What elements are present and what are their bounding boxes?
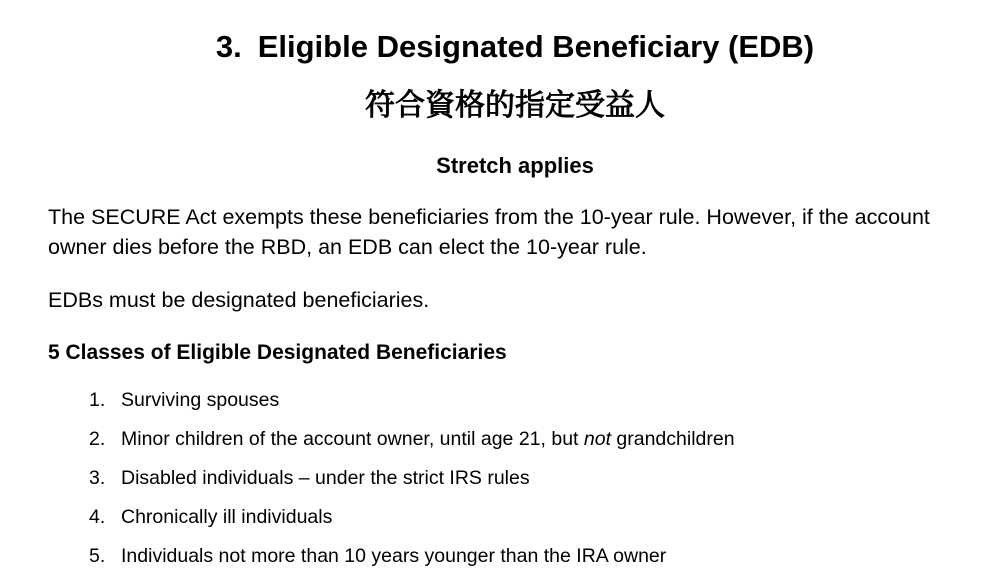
classes-heading: 5 Classes of Eligible Designated Beneficiaries <box>48 341 507 364</box>
list-item <box>89 503 735 542</box>
classes-list <box>89 386 735 581</box>
list-item-number: 3. <box>89 467 106 489</box>
list-item-text: Individuals not more than 10 years younger than the IRA owner <box>121 545 667 567</box>
list-item-number: 1. <box>89 389 106 411</box>
stretch-subheading: Stretch applies <box>436 153 594 178</box>
title-number: 3. <box>215 29 242 64</box>
chinese-subtitle: 符合資格的指定受益人 <box>365 88 665 123</box>
list-item-text-start: Minor children of the account owner, until age 21, but <box>121 428 584 450</box>
list-item-text: Chronically ill individuals <box>121 506 333 528</box>
list-item <box>89 425 735 464</box>
page-title <box>0 26 1008 68</box>
title-text: Eligible Designated Beneficiary (EDB) <box>257 29 815 64</box>
list-item-text: Disabled individuals – under the strict IRS rules <box>121 467 530 489</box>
list-item-text: Surviving spouses <box>121 389 280 411</box>
list-item-number: 2. <box>89 428 106 450</box>
list-item-number: 4. <box>89 506 106 528</box>
edb-designation-paragraph: EDBs must be designated beneficiaries. <box>48 288 430 312</box>
list-item <box>89 542 735 581</box>
list-item <box>89 464 735 503</box>
list-item-text-end: grandchildren <box>610 428 735 450</box>
list-item-number: 5. <box>89 545 106 567</box>
list-item <box>89 386 735 425</box>
secure-act-paragraph: The SECURE Act exempts these beneficiaries from the 10-year rule. However, if the account owner dies before the RBD, an EDB can elect the 10-year rule. <box>48 205 930 259</box>
list-item-emphasis: not <box>583 428 611 450</box>
